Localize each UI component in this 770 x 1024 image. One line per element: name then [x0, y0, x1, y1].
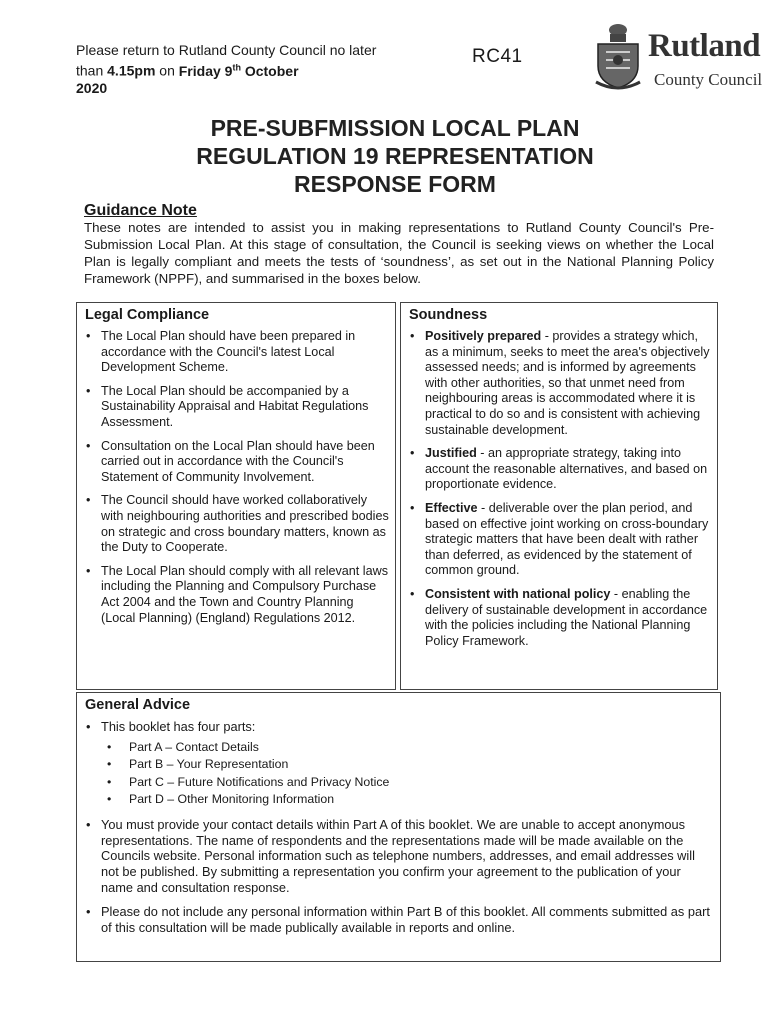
list-item: • The Local Plan should comply with all relevant laws including the Planning and Compulsory Purchase Act 2004 and the Town and Country Planning (Local Planning) (England) Regulations 2012. — [77, 564, 395, 626]
list-item — [77, 719, 720, 735]
list-item: • The Local Plan should be accompanied by a Sustainability Appraisal and Habitat Regulations Assessment. — [77, 384, 395, 431]
return-time: 4.15pm — [107, 62, 156, 79]
list-item: • The Local Plan should have been prepared in accordance with the Council's latest Local Development Scheme. — [77, 329, 395, 376]
soundness-text: - an appropriate strategy, taking into account the reasonable alternatives, and based on proportionate evidence. — [425, 446, 708, 492]
list-item: • Consultation on the Local Plan should have been carried out in accordance with the Council's Statement of Community Involvement. — [77, 439, 395, 486]
title-line-2: REGULATION 19 REPRESENTATION — [196, 143, 594, 169]
booklet-part: • Part D – Other Monitoring Information — [77, 791, 720, 809]
soundness-term: Justified — [425, 446, 477, 461]
return-day-suffix: th — [232, 62, 241, 72]
soundness-list — [401, 329, 717, 649]
logo-name: Rutland — [648, 28, 761, 64]
legal-compliance-title: Legal Compliance — [85, 307, 210, 323]
list-item — [401, 446, 717, 493]
logo-subtitle: County Council — [654, 70, 763, 89]
list-item: • Please do not include any personal information within Part B of this booklet. All comments submitted as part of this consultation will be made publically available in reports and online. — [77, 904, 720, 936]
guidance-heading: Guidance Note — [84, 202, 197, 219]
booklet-part: • Part B – Your Representation — [77, 756, 720, 774]
soundness-text: - provides a strategy which, as a minimum, seeks to meet the area's objectively assessed needs; and is informed by agreements with other authorities, so that unmet need from neighbouring areas is accommodated where it is practical to do so and is consistent with achieving sustainable development. — [425, 329, 710, 437]
title-line-3: RESPONSE FORM — [294, 171, 496, 197]
booklet-part: • Part A – Contact Details — [77, 739, 720, 757]
return-date — [179, 63, 299, 79]
return-day: Friday 9 — [178, 62, 233, 79]
booklet-parts-list — [77, 739, 720, 809]
soundness-box — [400, 302, 718, 690]
return-instructions — [76, 42, 406, 97]
legal-compliance-list — [77, 329, 395, 626]
booklet-intro: This booklet has four parts: — [101, 719, 256, 734]
title-line-1: PRE-SUBFMISSION LOCAL PLAN — [210, 115, 580, 141]
general-notes-list — [77, 817, 720, 936]
soundness-text: - enabling the delivery of sustainable development in accordance with the policies including the National Planning Policy Framework. — [425, 586, 708, 648]
soundness-term: Consistent with national policy — [425, 586, 611, 601]
list-item — [401, 587, 717, 649]
soundness-title: Soundness — [409, 307, 488, 323]
return-year: 2020 — [76, 79, 108, 96]
list-item — [401, 501, 717, 579]
soundness-term: Effective — [425, 500, 478, 515]
general-advice-title: General Advice — [85, 697, 191, 713]
return-month: October — [240, 62, 299, 79]
general-advice-box — [76, 692, 721, 962]
booklet-part: • Part C – Future Notifications and Privacy Notice — [77, 774, 720, 792]
return-note-text: Please return to Rutland County Council no later than — [76, 42, 377, 79]
legal-compliance-box — [76, 302, 396, 690]
list-item: • The Council should have worked collaboratively with neighbouring authorities and prescribed bodies on strategic and cross boundary matters, known as the Duty to Cooperate. — [77, 493, 395, 555]
form-title — [100, 114, 690, 198]
form-reference: RC41 — [472, 46, 523, 67]
list-item: • You must provide your contact details within Part A of this booklet. We are unable to accept anonymous representations. The name of respondents and the representations made will be made available on the Councils website. Personal information such as telephone numbers, addresses, and email addresses will not be published. By submitting a representation you confirm your agreement to the publication of your name and consultation response. — [77, 817, 720, 896]
soundness-text: - deliverable over the plan period, and based on effective joint working on cross-boundary strategic matters that have been dealt with rather than deferred, as evidenced by the statement of common ground. — [425, 500, 709, 578]
list-item — [401, 329, 717, 438]
guidance-text: These notes are intended to assist you in making representations to Rutland County Council's Pre-Submission Local Plan. At this stage of consultation, the Council is seeking views on whether the Local Plan is legally compliant and meets the tests of ‘soundness’, as set out in the National Planning Policy Framework (NPPF), and summarised in the boxes below. — [84, 220, 714, 286]
general-advice-list — [77, 719, 720, 735]
crest-icon — [592, 22, 644, 94]
soundness-term: Positively prepared — [425, 329, 542, 343]
return-on-text: on — [155, 62, 179, 79]
council-logo — [592, 18, 767, 98]
